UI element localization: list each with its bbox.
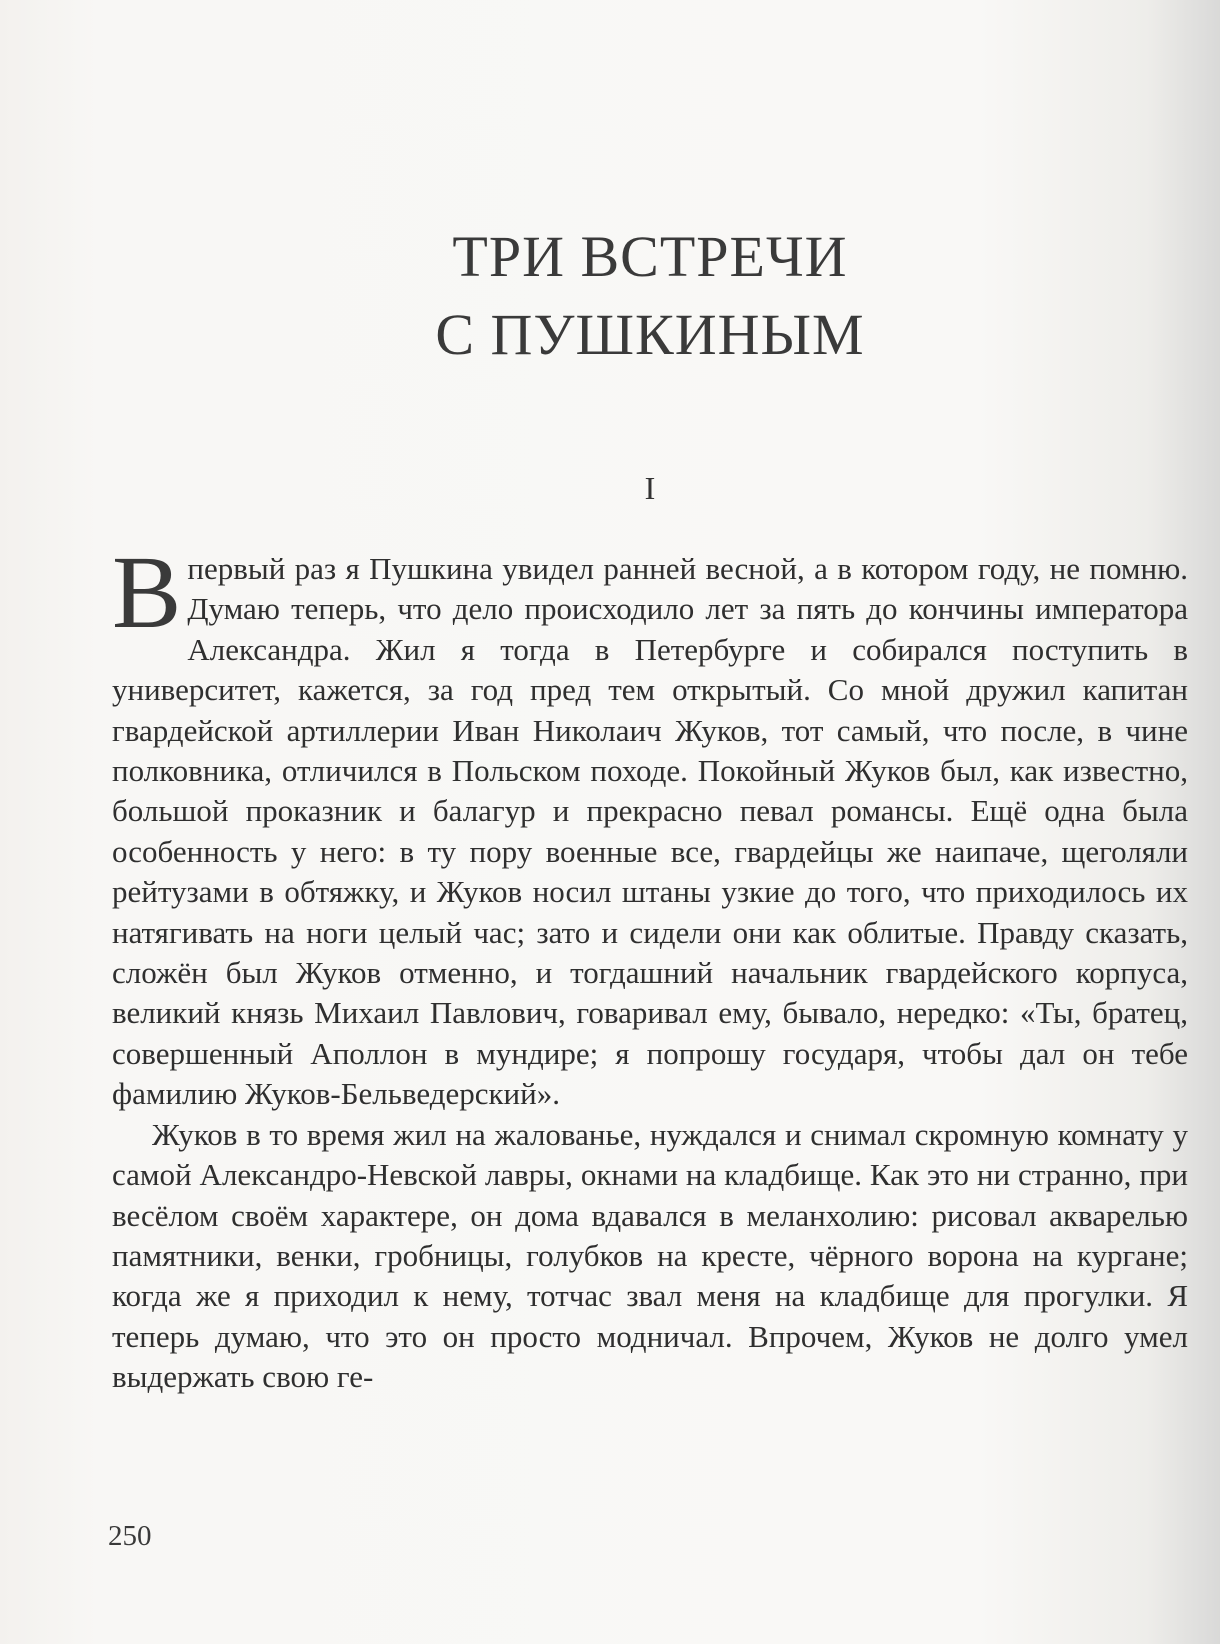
paragraph-1-text: первый раз я Пушкина увидел ранней весной, а в котором году, не помню. Думаю теперь, что дело происходило лет за пять до кончины императора Александра. Жил я тогда в Петербурге и собирался поступить в университет, кажется, за год пред тем открытый. Со мной дружил капитан гвардейской артиллерии Иван Николаич Жуков, тот самый, что после, в чине полковника, отличился в Польском походе. Покойный Жуков был, как известно, большой проказник и балагур и прекрасно певал романсы. Ещё одна была особенность у него: в ту пору военные все, гвардейцы же наипаче, щеголяли рейтузами в обтяжку, и Жуков носил штаны узкие до того, что приходилось их натягивать на ноги целый час; зато и сидели они как облитые. Правду сказать, сложён был Жуков отменно, и тогдашний начальник гвардейского корпуса, великий князь Михаил Павлович, говаривал ему, бывало, нередко: «Ты, братец, совершенный Аполлон в мундире; я попрошу государя, чтобы дал он тебе фамилию Жуков-Бельведерский». [112, 551, 1188, 1112]
chapter-title [0, 218, 1220, 374]
body-text [112, 535, 1188, 1398]
chapter-title-line-1: ТРИ ВСТРЕЧИ [452, 224, 848, 289]
page-number: 250 [108, 1520, 152, 1552]
paragraph-1 [112, 535, 1188, 1115]
drop-cap: В [112, 535, 182, 650]
chapter-title-line-2: С ПУШКИНЫМ [435, 302, 865, 367]
section-number: I [644, 470, 656, 506]
paragraph-2: Жуков в то время жил на жалованье, нуждался и снимал скромную комнату у самой Александро-Невской лавры, окнами на кладбище. Как это ни странно, при весёлом своём характере, он дома вдавался в меланхолию: рисовал акварелью памятники, венки, гробницы, голубков на кресте, чёрного ворона на кургане; когда же я приходил к нему, тотчас звал меня на кладбище для прогулки. Я теперь думаю, что это он просто модничал. Впрочем, Жуков не долго умел выдержать свою ге- [112, 1116, 1188, 1395]
